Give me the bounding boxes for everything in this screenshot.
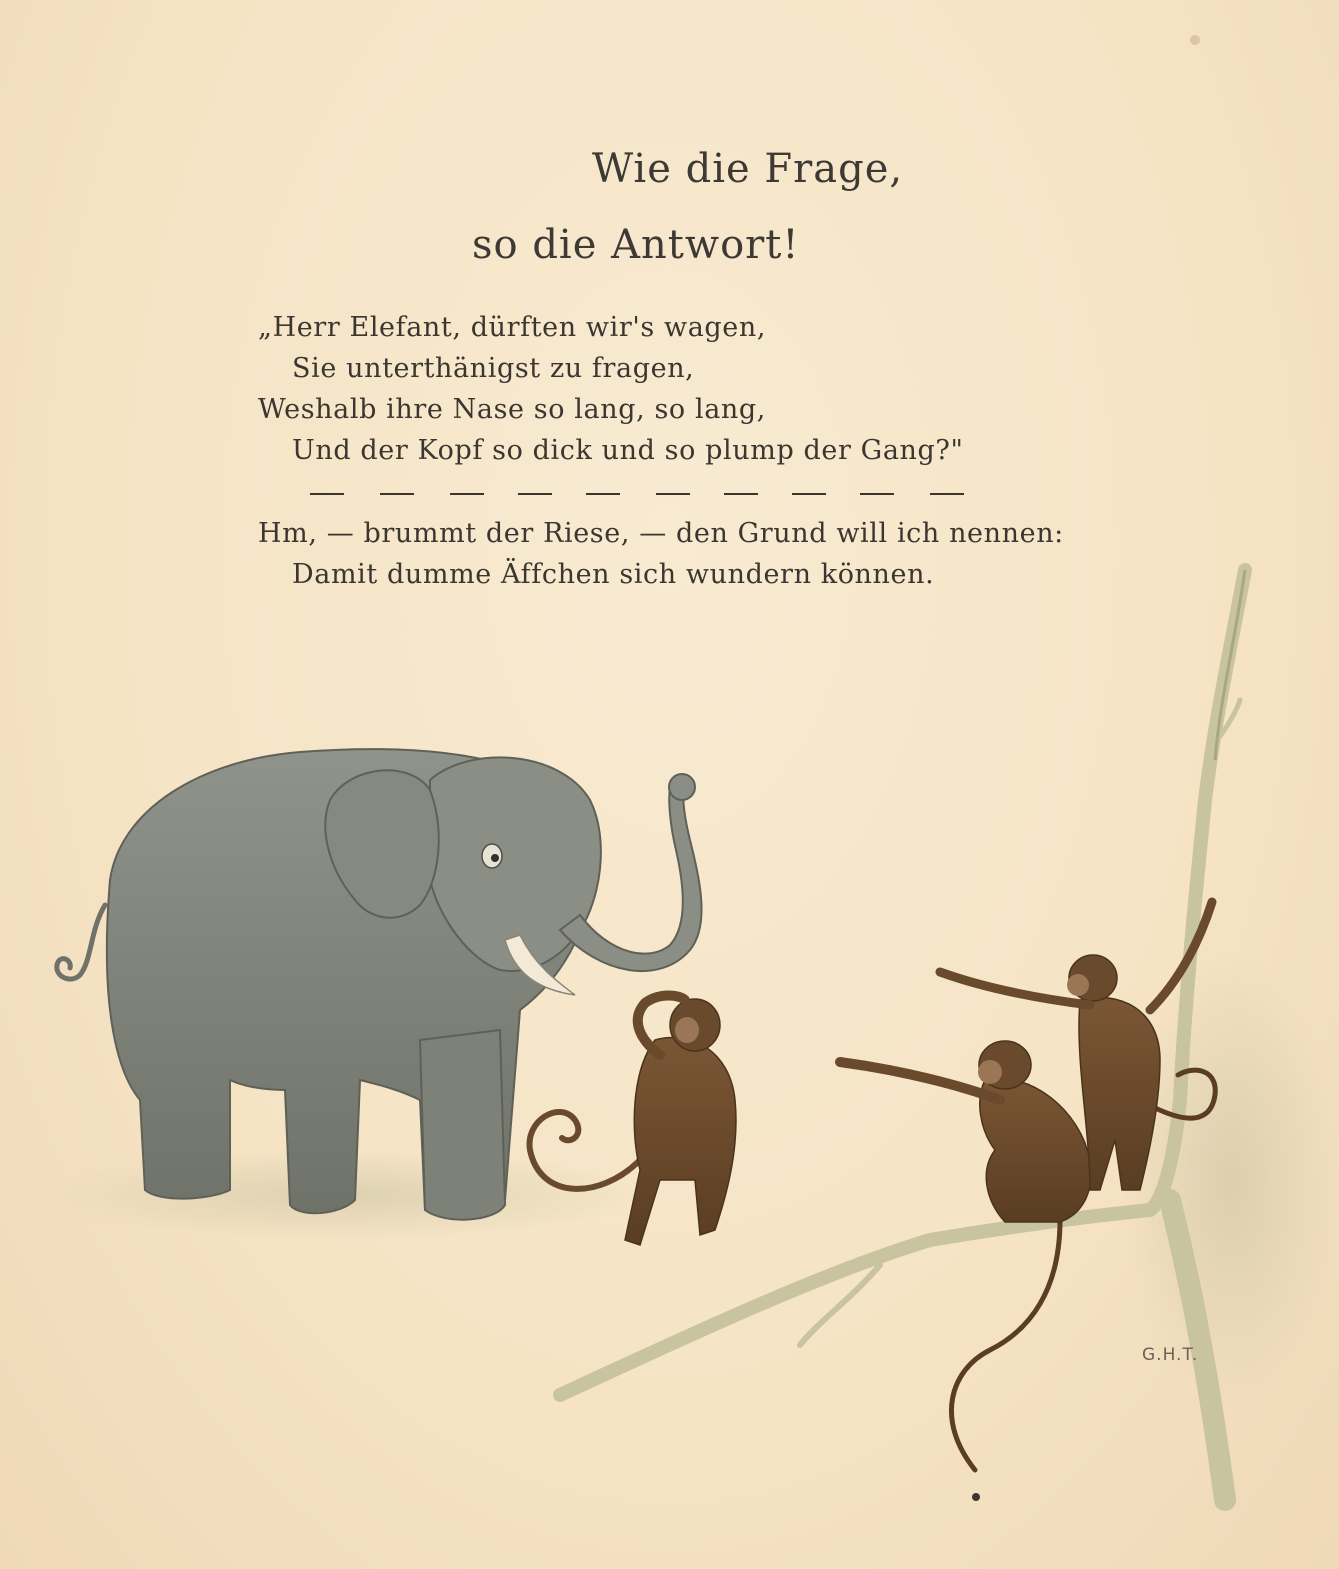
verse-line-2: Sie unterthänigst zu fragen,: [292, 353, 695, 384]
elephant-figure: [57, 749, 702, 1220]
verse-line-6: Damit dumme Äffchen sich wundern können.: [292, 559, 935, 590]
verse-line-1: „Herr Elefant, dürften wir's wagen,: [258, 312, 767, 343]
verse-line-4: Und der Kopf so dick und so plump der Gang?": [292, 435, 964, 466]
poem-title-line-2: so die Antwort!: [472, 222, 800, 268]
ground-shadow-right: [1120, 950, 1339, 1410]
verse-line-5: Hm, — brummt der Riese, — den Grund will ich nennen:: [258, 518, 1064, 549]
poem-title-line-1: Wie die Frage,: [592, 146, 904, 192]
verse-line-3: Weshalb ihre Nase so lang, so lang,: [258, 394, 766, 425]
artist-signature: G.H.T.: [1142, 1345, 1199, 1365]
